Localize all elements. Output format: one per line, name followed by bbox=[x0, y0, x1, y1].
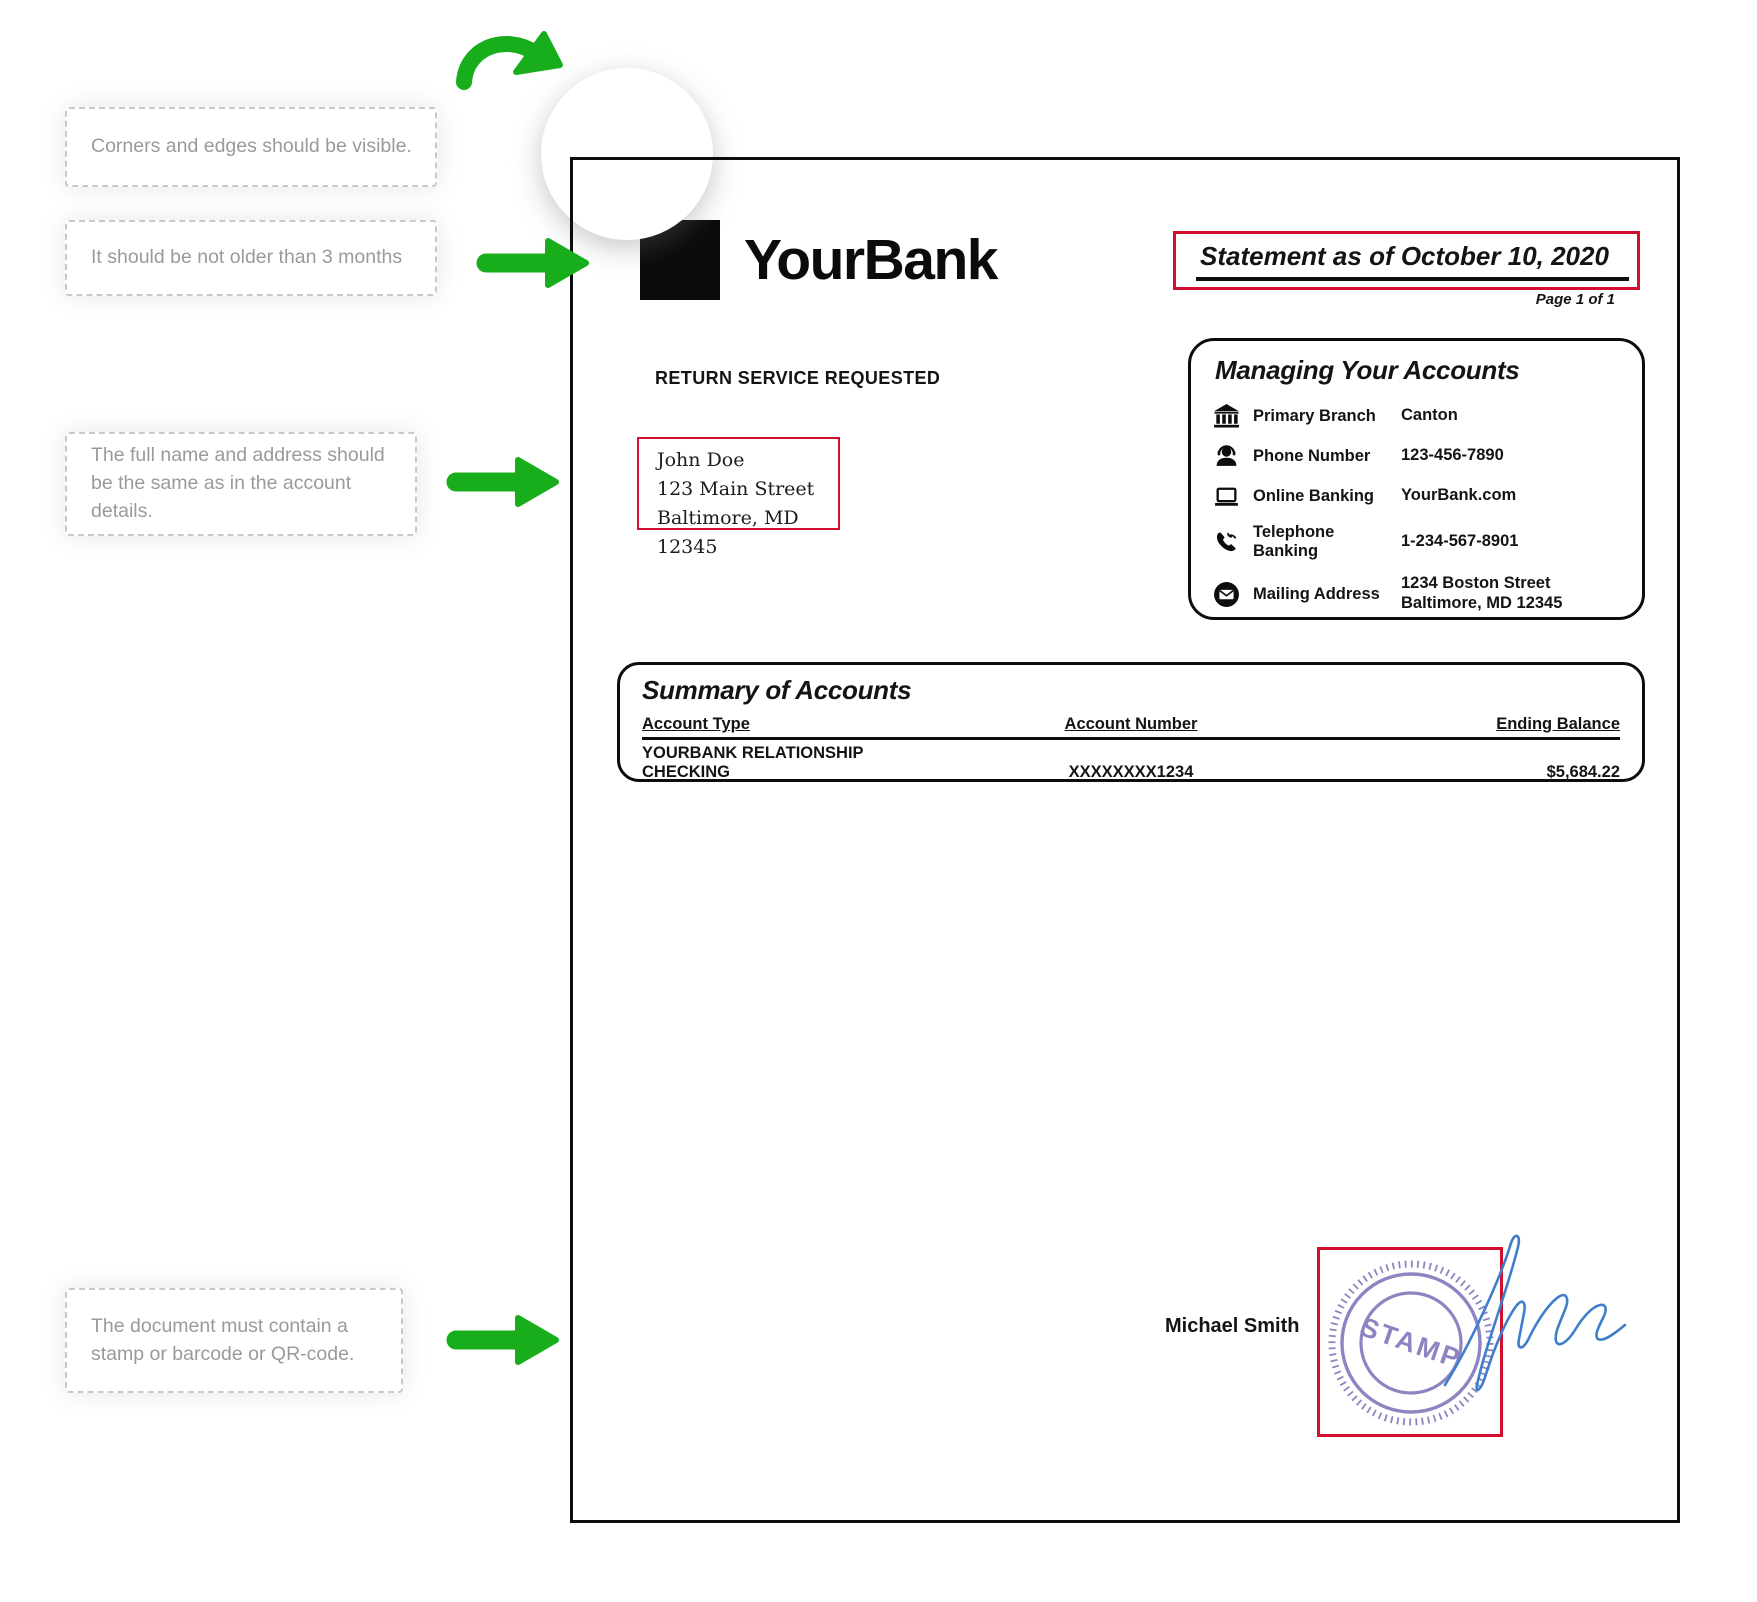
managing-row-phone-number bbox=[1213, 436, 1624, 476]
managing-value: Canton bbox=[1401, 406, 1458, 425]
green-arrow-stamp-icon bbox=[446, 1308, 564, 1372]
recipient-street: 123 Main Street bbox=[657, 477, 815, 500]
summary-accounts-box bbox=[617, 662, 1645, 782]
managing-label: Online Banking bbox=[1253, 486, 1375, 505]
recipient-address-highlight-frame bbox=[637, 437, 840, 558]
managing-value bbox=[1401, 574, 1624, 614]
managing-accounts-box bbox=[1188, 338, 1645, 620]
corner-cover-circle bbox=[541, 68, 713, 240]
managing-label: Mailing Address bbox=[1253, 584, 1380, 603]
note-stamp-text: The document must contain a stamp or barcode or QR-code. bbox=[91, 1314, 355, 1365]
mail-envelope-icon bbox=[1213, 581, 1253, 608]
stamp-text: STAMP bbox=[1356, 1311, 1466, 1375]
summary-account-type: YOURBANK RELATIONSHIP CHECKING bbox=[642, 744, 864, 781]
managing-row-telephone-banking bbox=[1213, 516, 1624, 568]
managing-row-mailing-address bbox=[1213, 568, 1624, 620]
summary-account-number: XXXXXXXX1234 bbox=[1068, 763, 1194, 781]
signature-graphic bbox=[1425, 1225, 1650, 1395]
bank-statement-document bbox=[570, 157, 1680, 1523]
bank-name: YourBank bbox=[744, 228, 997, 292]
managing-label: Phone Number bbox=[1253, 446, 1371, 465]
managing-value: 123-456-7890 bbox=[1401, 446, 1504, 465]
statement-title: Statement as of October 10, 2020 bbox=[1200, 241, 1609, 271]
page-indicator: Page 1 of 1 bbox=[1535, 291, 1615, 308]
summary-divider bbox=[642, 737, 1620, 740]
laptop-icon bbox=[1213, 483, 1253, 510]
summary-title: Summary of Accounts bbox=[642, 675, 912, 705]
recipient-name: John Doe bbox=[657, 449, 745, 471]
summary-col-account-type: Account Type bbox=[642, 715, 750, 733]
return-service-label: RETURN SERVICE REQUESTED bbox=[655, 368, 941, 388]
summary-col-account-number: Account Number bbox=[1064, 715, 1198, 733]
phone-icon bbox=[1213, 529, 1253, 556]
summary-header-row bbox=[642, 715, 1620, 734]
signer-name: Michael Smith bbox=[1165, 1315, 1300, 1337]
green-arrow-address-icon bbox=[446, 450, 564, 514]
note-age-text: It should be not older than 3 months bbox=[91, 246, 403, 269]
managing-label: Telephone Banking bbox=[1253, 523, 1335, 560]
statement-date-highlight-frame bbox=[1173, 231, 1640, 290]
mailing-address-line1: 1234 Boston Street bbox=[1401, 574, 1551, 593]
note-corners-visible bbox=[65, 107, 437, 187]
bank-icon bbox=[1213, 403, 1253, 430]
managing-row-online-banking bbox=[1213, 476, 1624, 516]
managing-value: 1-234-567-8901 bbox=[1401, 532, 1519, 551]
note-name-address-match bbox=[65, 432, 417, 536]
recipient-city: Baltimore, MD 12345 bbox=[657, 506, 799, 558]
note-stamp-required bbox=[65, 1288, 403, 1393]
support-agent-icon bbox=[1213, 443, 1253, 470]
note-name-text: The full name and address should be the same as in the account details. bbox=[91, 444, 385, 522]
summary-ending-balance: $5,684.22 bbox=[1546, 763, 1620, 781]
green-arrow-age-icon bbox=[476, 231, 594, 295]
summary-data-row bbox=[642, 744, 1620, 782]
statement-underline bbox=[1196, 277, 1629, 281]
note-not-older-3-months bbox=[65, 220, 437, 296]
curved-arrow-icon bbox=[450, 20, 568, 92]
managing-label: Primary Branch bbox=[1253, 406, 1376, 425]
note-corners-text: Corners and edges should be visible. bbox=[91, 135, 412, 158]
mailing-address-line2: Baltimore, MD 12345 bbox=[1401, 594, 1563, 612]
managing-accounts-title: Managing Your Accounts bbox=[1215, 355, 1520, 385]
managing-row-primary-branch bbox=[1213, 396, 1624, 436]
managing-value: YourBank.com bbox=[1401, 486, 1517, 505]
summary-col-ending-balance: Ending Balance bbox=[1496, 715, 1620, 733]
